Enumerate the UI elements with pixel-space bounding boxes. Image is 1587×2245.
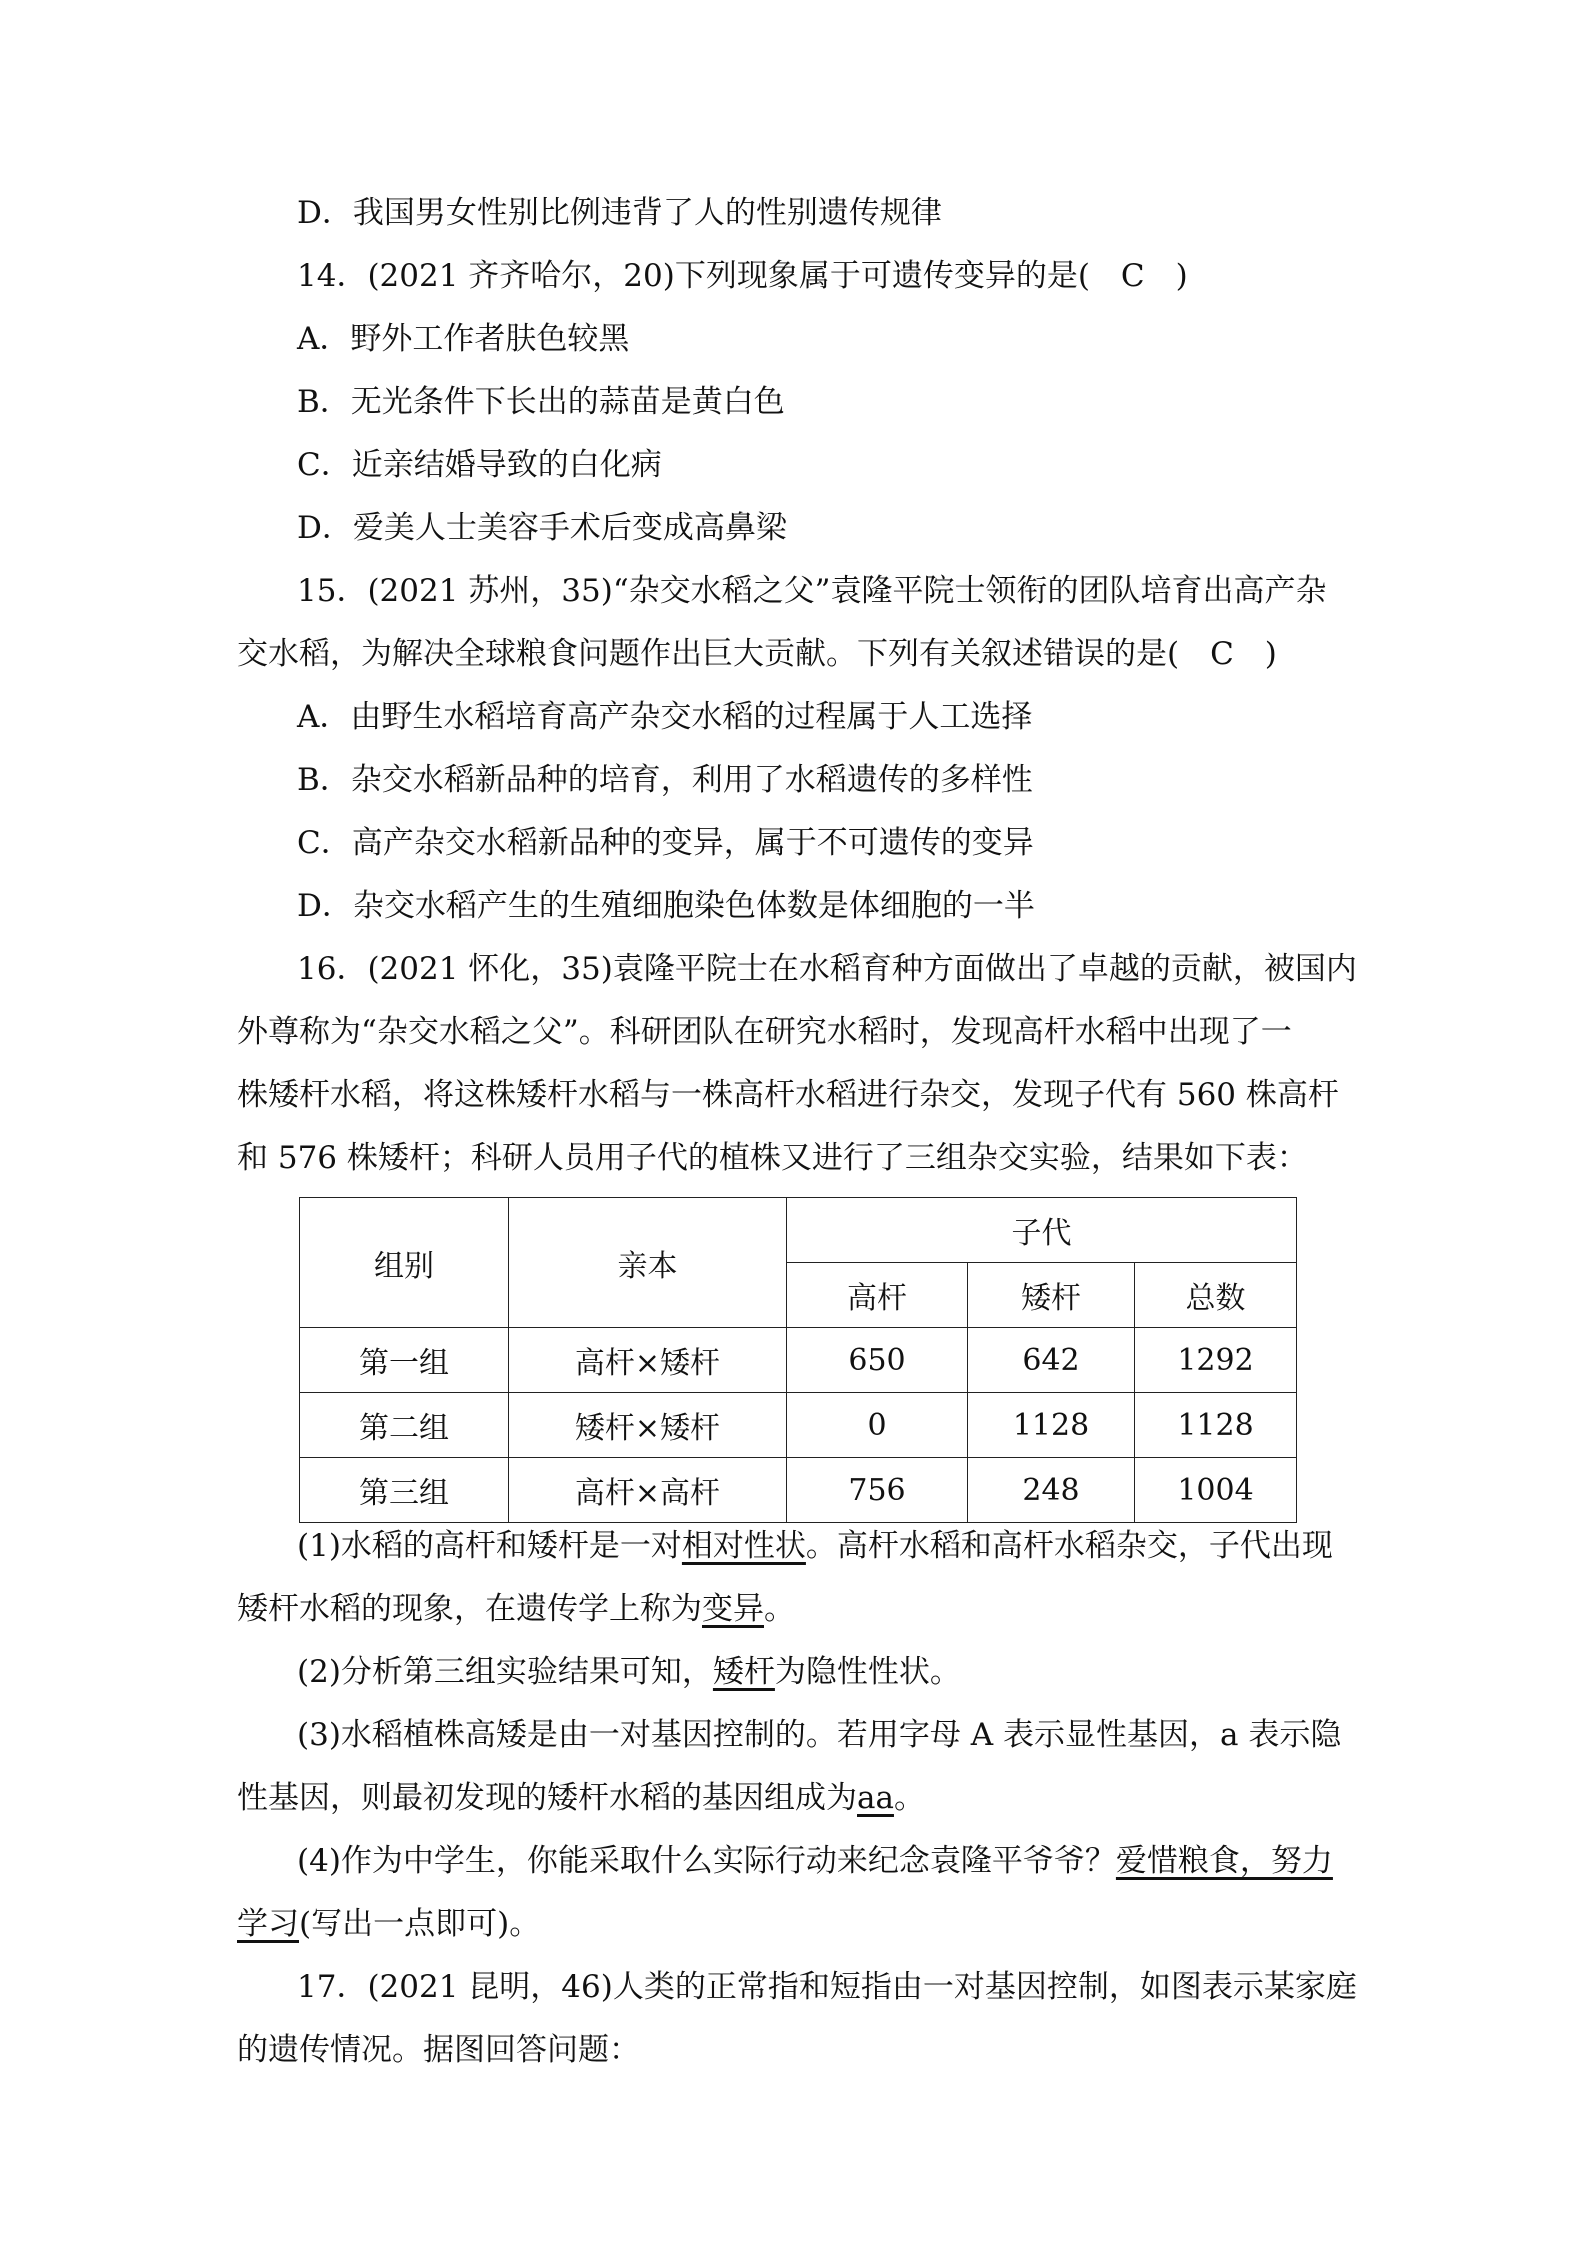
- q13-option-d: D．我国男女性别比例违背了人的性别遗传规律: [297, 195, 942, 231]
- text: (1)水稻的高杆和矮杆是一对: [297, 1528, 682, 1564]
- text: 。: [893, 1780, 925, 1816]
- q15-option-c: C．高产杂交水稻新品种的变异，属于不可遗传的变异: [297, 825, 1034, 861]
- answer-blank: 爱惜粮食，努力: [1115, 1843, 1333, 1879]
- q15-option-a: A．由野生水稻培育高产杂交水稻的过程属于人工选择: [297, 699, 1033, 735]
- q14-option-b: B．无光条件下长出的蒜苗是黄白色: [297, 384, 785, 420]
- header-short: 矮杆: [968, 1263, 1135, 1328]
- cell-parent: 高杆×高杆: [509, 1458, 787, 1523]
- q16-sub1-line2: [237, 1589, 1367, 1629]
- text: 性基因，则最初发现的矮杆水稻的基因组成为: [237, 1780, 857, 1816]
- table-row: [300, 1458, 1297, 1523]
- q15-stem-line2: 交水稻，为解决全球粮食问题作出巨大贡献。下列有关叙述错误的是( C ): [237, 636, 1277, 672]
- q15-option-d: D．杂交水稻产生的生殖细胞染色体数是体细胞的一半: [297, 888, 1035, 924]
- answer-blank: 变异: [702, 1591, 764, 1627]
- text: 矮杆水稻的现象，在遗传学上称为: [237, 1591, 702, 1627]
- q15-stem-line1: 15．(2021 苏州，35)“杂交水稻之父”袁隆平院士领衔的团队培育出高产杂: [297, 573, 1327, 609]
- cell-total: 1292: [1135, 1328, 1297, 1393]
- header-total: 总数: [1135, 1263, 1297, 1328]
- header-parent: 亲本: [509, 1198, 787, 1328]
- cell-tall: 0: [787, 1393, 968, 1458]
- cell-group: 第二组: [300, 1393, 509, 1458]
- answer-blank: 相对性状: [681, 1528, 806, 1564]
- cell-group: 第一组: [300, 1328, 509, 1393]
- q16-sub3-line1: (3)水稻植株高矮是由一对基因控制的。若用字母 A 表示显性基因，a 表示隐: [297, 1717, 1342, 1753]
- cell-tall: 650: [787, 1328, 968, 1393]
- q16-stem-line2: 外尊称为“杂交水稻之父”。科研团队在研究水稻时，发现高杆水稻中出现了一: [237, 1014, 1292, 1050]
- hybrid-results-table: [299, 1197, 1297, 1523]
- cell-group: 第三组: [300, 1458, 509, 1523]
- q16-sub4-line2: [237, 1904, 1367, 1944]
- q16-stem-line4: 和 576 株矮杆；科研人员用子代的植株又进行了三组杂交实验，结果如下表：: [237, 1140, 1308, 1176]
- table-row: [300, 1328, 1297, 1393]
- cell-total: 1004: [1135, 1458, 1297, 1523]
- cell-short: 1128: [968, 1393, 1135, 1458]
- q17-stem-line1: 17．(2021 昆明，46)人类的正常指和短指由一对基因控制，如图表示某家庭: [297, 1969, 1357, 2005]
- q15-option-b: B．杂交水稻新品种的培育，利用了水稻遗传的多样性: [297, 762, 1033, 798]
- q14-option-d: D．爱美人士美容手术后变成高鼻梁: [297, 510, 787, 546]
- table-row: [300, 1393, 1297, 1458]
- q14-option-c: C．近亲结婚导致的白化病: [297, 447, 662, 483]
- text: 。高杆水稻和高杆水稻杂交，子代出现: [805, 1528, 1333, 1564]
- text: 。: [764, 1591, 795, 1627]
- cell-parent: 高杆×矮杆: [509, 1328, 787, 1393]
- header-tall: 高杆: [787, 1263, 968, 1328]
- q16-sub1-line1: [297, 1526, 1367, 1566]
- cell-short: 248: [968, 1458, 1135, 1523]
- q16-sub4-line1: [297, 1841, 1367, 1881]
- header-group: 组别: [300, 1198, 509, 1328]
- answer-blank: aa: [857, 1780, 894, 1816]
- cell-tall: 756: [787, 1458, 968, 1523]
- text: (4)作为中学生，你能采取什么实际行动来纪念袁隆平爷爷？: [297, 1843, 1116, 1879]
- cell-parent: 矮杆×矮杆: [509, 1393, 787, 1458]
- text: 为隐性性状。: [774, 1654, 961, 1690]
- q16-stem-line1: 16．(2021 怀化，35)袁隆平院士在水稻育种方面做出了卓越的贡献，被国内: [297, 951, 1357, 987]
- q16-sub2: [297, 1652, 1367, 1692]
- answer-blank: 矮杆: [712, 1654, 775, 1690]
- q14-option-a: A．野外工作者肤色较黑: [297, 321, 630, 357]
- cell-total: 1128: [1135, 1393, 1297, 1458]
- header-offspring: 子代: [787, 1198, 1297, 1263]
- text: (2)分析第三组实验结果可知，: [297, 1654, 713, 1690]
- q16-sub3-line2: [237, 1778, 1367, 1818]
- answer-blank: 学习: [237, 1906, 299, 1942]
- cell-short: 642: [968, 1328, 1135, 1393]
- q14-stem: 14．(2021 齐齐哈尔，20)下列现象属于可遗传变异的是( C ): [297, 258, 1188, 294]
- q17-stem-line2: 的遗传情况。据图回答问题：: [237, 2032, 640, 2068]
- text: (写出一点即可)。: [299, 1906, 541, 1942]
- q16-stem-line3: 株矮杆水稻，将这株矮杆水稻与一株高杆水稻进行杂交，发现子代有 560 株高杆: [237, 1077, 1339, 1113]
